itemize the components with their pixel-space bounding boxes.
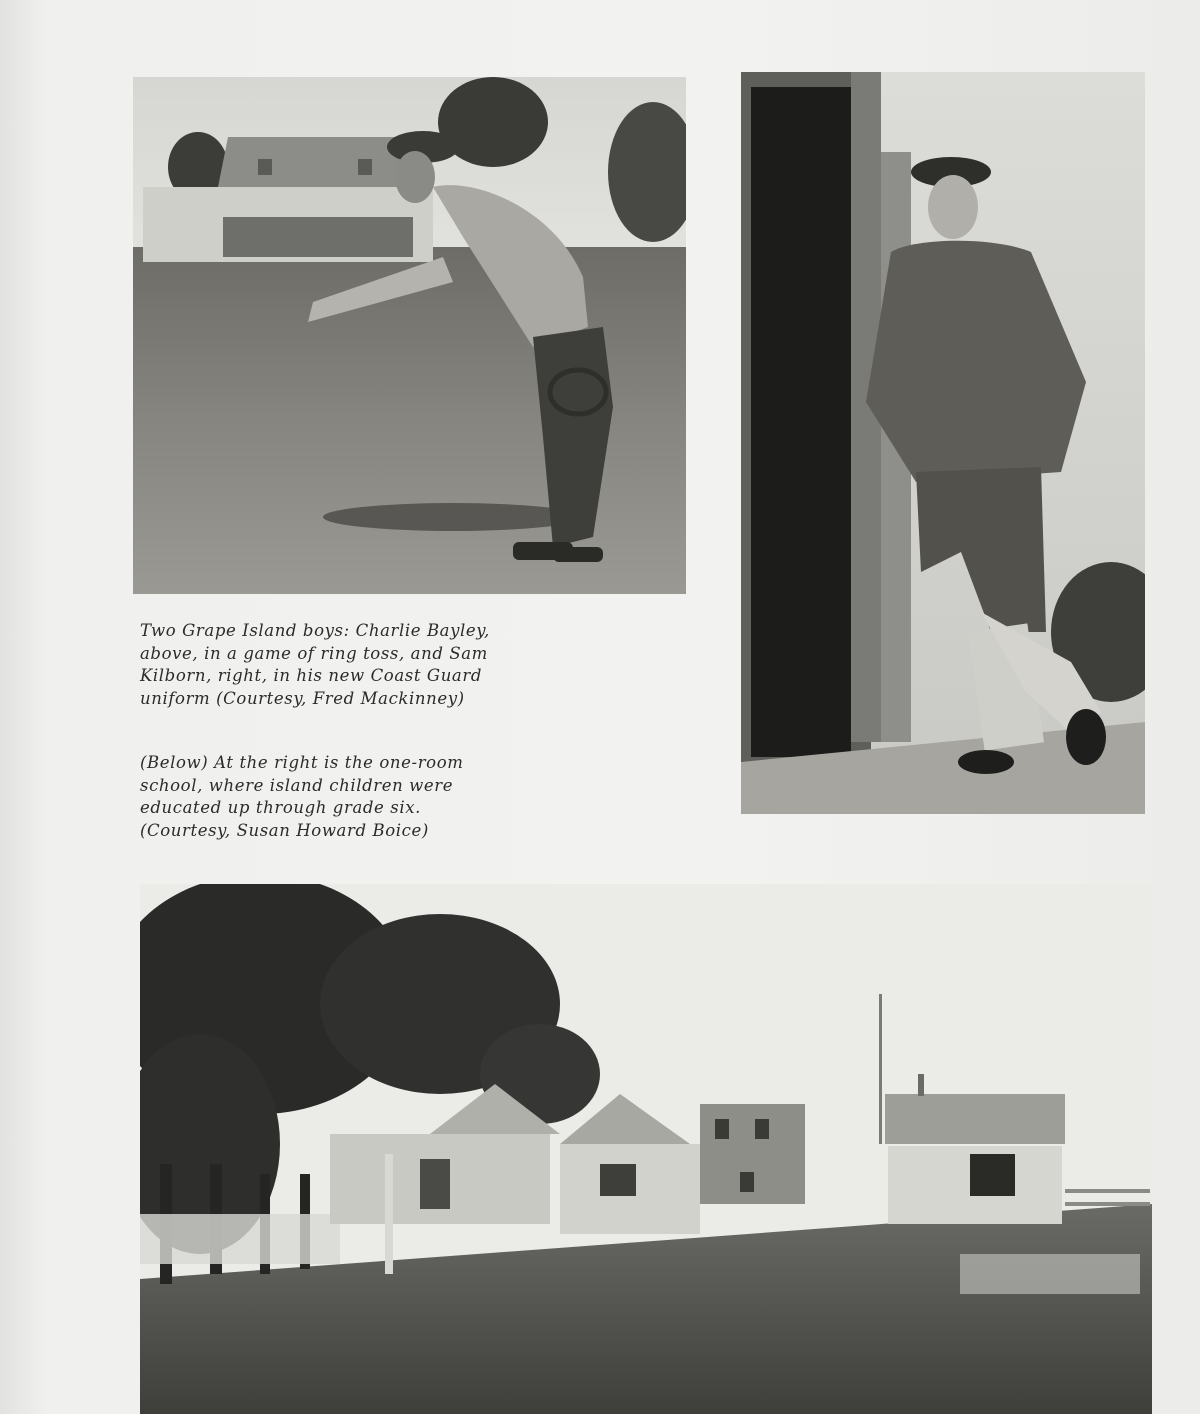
caption-line: (Courtesy, Susan Howard Boice) — [140, 820, 429, 840]
caption-line: Kilborn, right, in his new Coast Guard — [140, 666, 483, 685]
caption-line: Two Grape Island boys: Charlie Bayley, — [140, 621, 490, 640]
coast-guard-photo — [741, 72, 1145, 814]
caption-line: uniform (Courtesy, Fred Mackinney) — [140, 688, 465, 708]
caption-school — [140, 752, 560, 842]
school-photo — [140, 884, 1152, 1414]
caption-line: above, in a game of ring toss, and Sam — [140, 643, 488, 663]
ring-toss-photo — [133, 77, 686, 594]
caption-ring-toss-and-coast-guard — [140, 620, 560, 710]
caption-line: school, where island children were — [140, 775, 454, 795]
caption-line: educated up through grade six. — [140, 798, 421, 817]
caption-line: (Below) At the right is the one-room — [140, 753, 464, 772]
